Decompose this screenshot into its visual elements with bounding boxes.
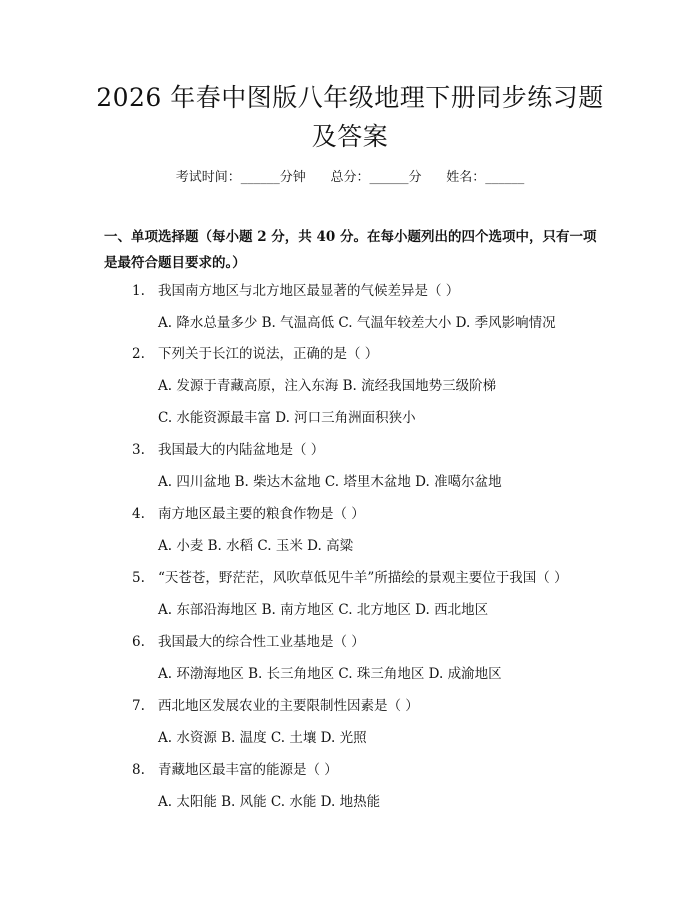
- question-7: [132, 696, 419, 716]
- section-heading: 一、单项选择题（每小题 2 分，共 40 分。在每小题列出的四个选项中，只有一项: [104, 229, 597, 245]
- exam-info-line: 考试时间：______分钟 总分：______分 姓名：______: [175, 170, 525, 185]
- question-number: 1.: [132, 283, 145, 299]
- document-title: 2026 年春中图版八年级地理下册同步练习题: [96, 83, 604, 112]
- question-number: 7.: [132, 698, 145, 714]
- question-text: 我国最大的综合性工业基地是（ ）: [158, 634, 365, 650]
- question-1: [132, 281, 459, 301]
- question-8-options: A. 太阳能 B. 风能 C. 水能 D. 地热能: [158, 794, 381, 810]
- question-3-options: A. 四川盆地 B. 柴达木盆地 C. 塔里木盆地 D. 准噶尔盆地: [158, 474, 502, 490]
- question-6: [132, 632, 365, 652]
- question-5: [132, 568, 568, 588]
- question-1-options: A. 降水总量多少 B. 气温高低 C. 气温年较差大小 D. 季风影响情况: [158, 315, 556, 331]
- question-text: 西北地区发展农业的主要限制性因素是（ ）: [158, 698, 419, 714]
- question-2-options-line2: C. 水能资源最丰富 D. 河口三角洲面积狭小: [158, 410, 416, 426]
- document-title-continued: 及答案: [311, 122, 389, 151]
- question-text: 我国南方地区与北方地区最显著的气候差异是（ ）: [158, 283, 460, 299]
- question-number: 8.: [132, 762, 145, 778]
- question-text: 南方地区最主要的粮食作物是（ ）: [158, 506, 365, 522]
- question-4-options: A. 小麦 B. 水稻 C. 玉米 D. 高粱: [158, 538, 354, 554]
- question-3: [132, 440, 324, 460]
- question-2: [132, 344, 378, 364]
- question-number: 3.: [132, 442, 145, 458]
- question-text: 青藏地区最丰富的能源是（ ）: [158, 762, 338, 778]
- question-text: 我国最大的内陆盆地是（ ）: [158, 442, 325, 458]
- question-number: 2.: [132, 346, 145, 362]
- question-text: 下列关于长江的说法，正确的是（ ）: [158, 346, 379, 362]
- question-4: [132, 504, 365, 524]
- question-text: “天苍苍，野茫茫，风吹草低见牛羊”所描绘的景观主要位于我国（ ）: [158, 570, 568, 586]
- question-5-options: A. 东部沿海地区 B. 南方地区 C. 北方地区 D. 西北地区: [158, 602, 489, 618]
- question-number: 4.: [132, 506, 145, 522]
- question-number: 5.: [132, 570, 145, 586]
- question-8: [132, 760, 338, 780]
- section-heading-continued: 是最符合题目要求的。）: [104, 255, 246, 271]
- question-2-options-line1: A. 发源于青藏高原，注入东海 B. 流经我国地势三级阶梯: [158, 378, 497, 394]
- question-number: 6.: [132, 634, 145, 650]
- question-7-options: A. 水资源 B. 温度 C. 土壤 D. 光照: [158, 730, 367, 746]
- question-6-options: A. 环渤海地区 B. 长三角地区 C. 珠三角地区 D. 成渝地区: [158, 666, 502, 682]
